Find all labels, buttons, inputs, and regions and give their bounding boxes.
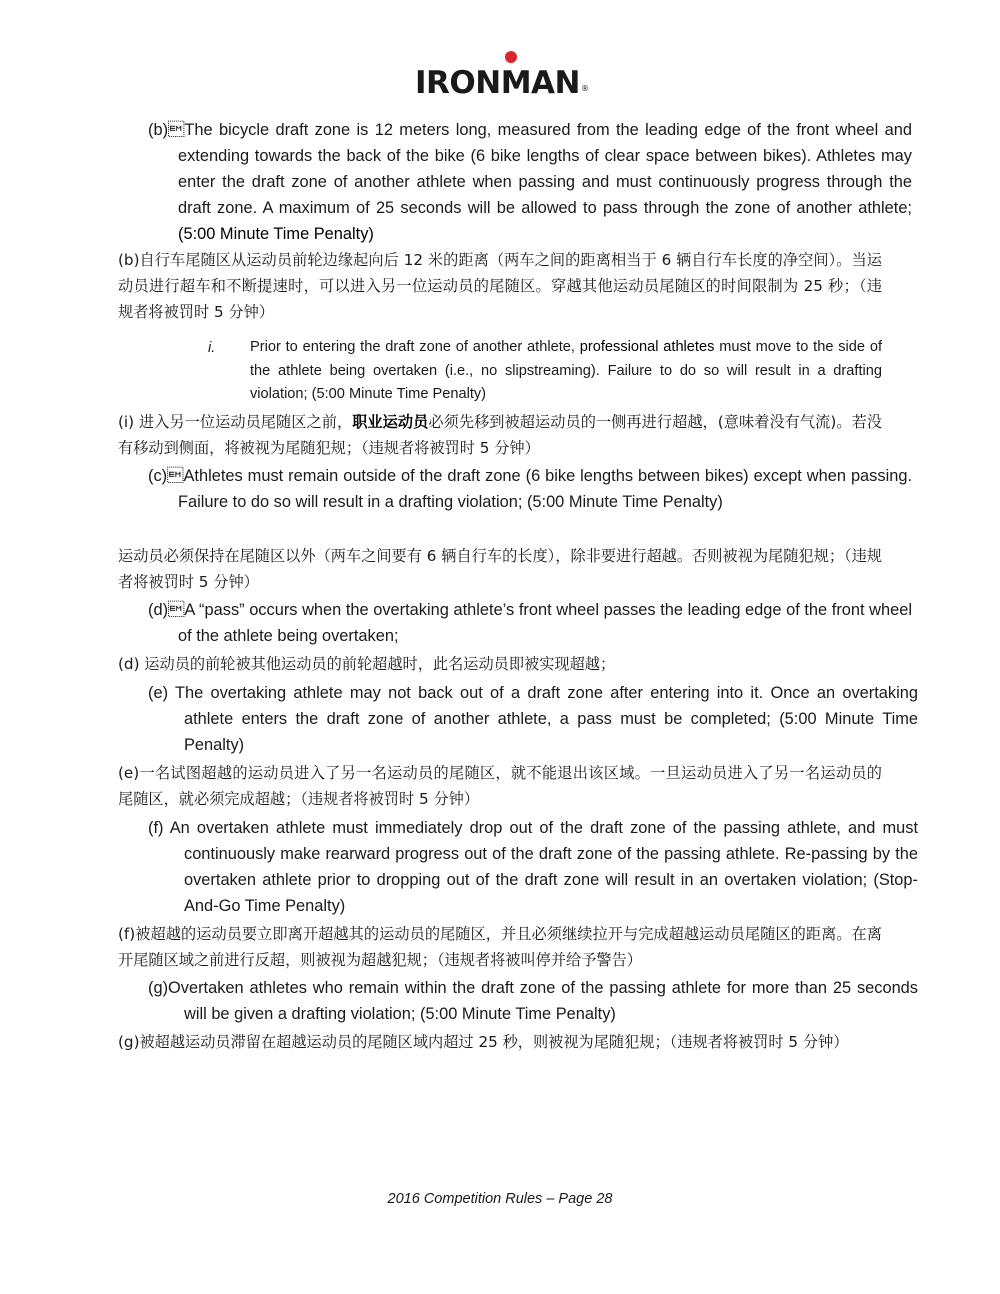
rule-i-zh: (i) 进入另一位运动员尾随区之前，职业运动员必须先移到被超运动员的一侧再进行超越，(意味着没有气流)。若没有移动到侧面，将被视为尾随犯规；（违规者将被罚时 5 分钟） [118, 413, 883, 457]
ironman-logo-mark [410, 50, 590, 100]
rule-c-en: (c)Athletes must remain outside of the draft zone (6 bike lengths between bikes) except when passing. Failure to do so will result in a drafting violation; (5:00 Minute Time Penalty) [148, 467, 912, 511]
rule-b-en: (b)The bicycle draft zone is 12 meters long, measured from the leading edge of the front wheel and extending towards the back of the bike (6 bike lengths of clear space between bikes). Athletes may enter the draft zone of another athlete when passing and must continuously progress through the draft zone. A maximum of 25 seconds will be allowed to pass through the zone of another athlete; (5:00 Minute Time Penalty) [148, 121, 912, 243]
rule-g-zh: (g)被超越运动员滞留在超越运动员的尾随区域内超过 25 秒，则被视为尾随犯规；（违规者将被罚时 5 分钟） [118, 1033, 849, 1051]
rule-d-en: (d)A “pass” occurs when the overtaking athlete’s front wheel passes the leading edge of the front wheel of the athlete being overtaken; [148, 601, 912, 645]
page-footer: 2016 Competition Rules – Page 28 [387, 1191, 613, 1207]
svg-text:®: ® [581, 84, 589, 93]
svg-text:IRONMAN: IRONMAN [415, 65, 580, 100]
rule-b-zh: (b)自行车尾随区从运动员前轮边缘起向后 12 米的距离（两车之间的距离相当于 6 辆自行车长度的净空间）。当运动员进行超车和不断提速时，可以进入另一位运动员的尾随区。穿越其他运动员尾随区的时间限制为 25 秒；（违规者将被罚时 5 分钟） [118, 251, 882, 321]
rule-c-zh: 运动员必须保持在尾随区以外（两车之间要有 6 辆自行车的长度），除非要进行超越。否则被视为尾随犯规；（违规者将被罚时 5 分钟） [118, 547, 882, 591]
rule-f-zh: (f)被超越的运动员要立即离开超越其的运动员的尾随区，并且必须继续拉开与完成超越运动员尾随区的距离。在离开尾随区域之前进行反超，则被视为超越犯规；（违规者将被叫停并给予警告） [118, 925, 882, 969]
rule-f-en: (f) An overtaken athlete must immediately drop out of the draft zone of the passing athlete, and must continuously make rearward progress out of the draft zone of the passing athlete. Re-passing by the overtaken athlete prior to dropping out of the draft zone will result in an overtaken violation; (Stop-And-Go Time Penalty) [148, 819, 918, 915]
penalty: (5:00 Minute Time Penalty) [178, 225, 374, 243]
rule-i-en: Prior to entering the draft zone of another athlete, professional athletes must move to the side of the athlete being overtaken (i.e., no slipstreaming). Failure to do so will result in a drafting violation; (5:00 Minute Time Penalty) [250, 339, 883, 402]
ironman-logo [0, 50, 1000, 100]
rule-e-zh: (e)一名试图超越的运动员进入了另一名运动员的尾随区，就不能退出该区域。一旦运动员进入了另一名运动员的尾随区，就必须完成超越；（违规者将被罚时 5 分钟） [118, 764, 882, 808]
rule-d-zh: (d) 运动员的前轮被其他运动员的前轮超越时，此名运动员即被实现超越； [118, 655, 616, 673]
rule-e-en: (e) The overtaking athlete may not back out of a draft zone after entering into it. Once an overtaking athlete enters the draft zone of another athlete, a pass must be completed; (5:00 Minute Time Penalty) [148, 684, 919, 754]
roman-marker: i. [208, 340, 216, 356]
rule-g-en: (g)Overtaken athletes who remain within the draft zone of the passing athlete for more than 25 seconds will be given a drafting violation; (5:00 Minute Time Penalty) [148, 979, 918, 1023]
